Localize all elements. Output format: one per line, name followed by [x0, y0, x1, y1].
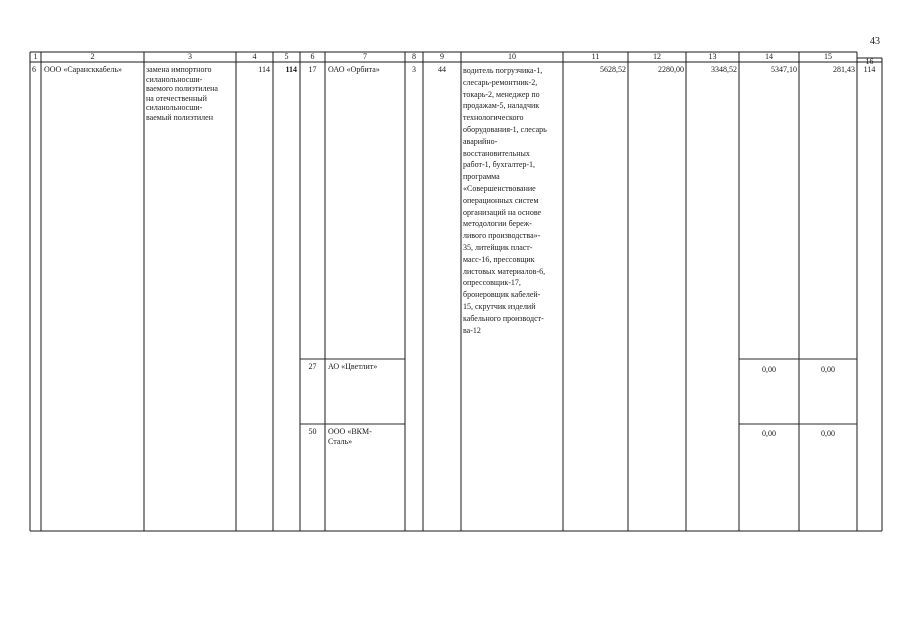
col-header-4: 4	[252, 52, 257, 61]
col-header-6: 6	[310, 52, 315, 61]
partner1-col15: 281,43	[833, 65, 855, 74]
partner3-col14: 0,00	[762, 429, 776, 438]
partner3-code: 50	[308, 427, 317, 436]
col-header-14: 14	[765, 52, 773, 61]
partner1-col11: 5628,52	[600, 65, 626, 74]
col-header-10: 10	[508, 52, 516, 61]
col-header-16: 16	[865, 57, 874, 66]
col-header-11: 11	[591, 52, 600, 61]
organization-name: ООО «Сарансккабель»	[44, 65, 122, 74]
col-header-12: 12	[653, 52, 661, 61]
col-header-9: 9	[440, 52, 444, 61]
partner2-name: АО «Цветлит»	[328, 362, 378, 371]
partner1-col8: 3	[412, 65, 416, 74]
page-number: 43	[870, 36, 880, 47]
project-description: замена импортного силанольносши- ваемого полиэтилена на отечественный силанольносши- ваемый полиэтилен	[146, 65, 218, 122]
partner3-name: ООО «ВКМ- Сталь»	[328, 427, 372, 446]
col5-value: 114	[285, 65, 297, 74]
partner1-col14: 5347,10	[771, 65, 797, 74]
col-header-1: 1	[33, 52, 38, 61]
partner3-col15: 0,00	[821, 429, 835, 438]
partner1-code: 17	[308, 65, 317, 74]
col-header-3: 3	[188, 52, 192, 61]
partner1-col9: 44	[438, 65, 446, 74]
col-header-13: 13	[708, 52, 717, 61]
partner2-col15: 0,00	[821, 365, 835, 374]
partner1-name: ОАО «Орбита»	[328, 65, 380, 74]
col-header-2: 2	[90, 52, 95, 61]
col-header-8: 8	[412, 52, 416, 61]
col-header-15: 15	[824, 52, 832, 61]
partner2-code: 27	[308, 362, 317, 371]
col-header-5: 5	[284, 52, 289, 61]
col16-value: 114	[863, 65, 876, 74]
partner1-col10-staffing: водитель погрузчика-1, слесарь-ремонтник-2, токарь-2, менеджер по продажам-5, наладчик технологического оборудования-1, слесарь аварийно- восстановительных работ-1, бухгалтер-1, программа «Совершенствование операционных систем организаций на основе методологии береж- ливого производства»- 35, литейщик пласт- масс-16, прессовщик листовых материалов-6, опрессовщик-17, бронеровщик кабелей- 15, скрутчик изделий кабельного производст- ва-12	[463, 66, 547, 335]
col4-value: 114	[258, 65, 270, 74]
row-number: 6	[32, 65, 36, 74]
partner1-col13: 3348,52	[711, 65, 737, 74]
partner1-col12: 2280,00	[658, 65, 684, 74]
col-header-7: 7	[363, 52, 367, 61]
partner2-col14: 0,00	[762, 365, 776, 374]
